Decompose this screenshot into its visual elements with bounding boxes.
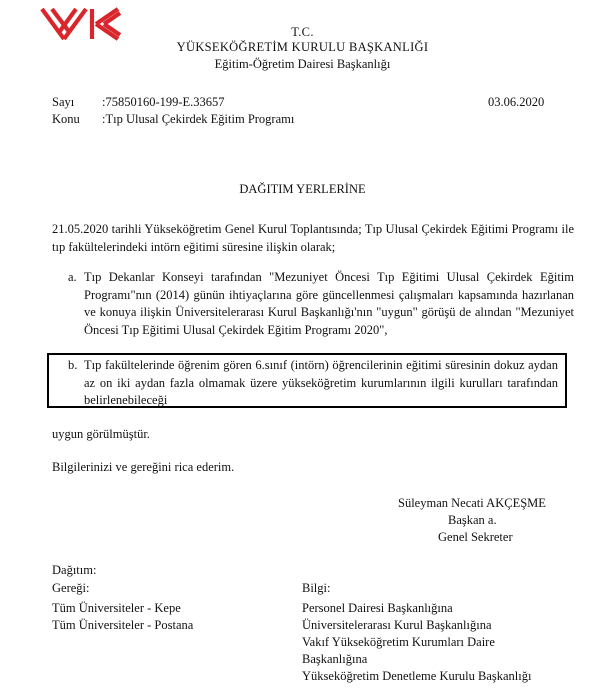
header-department: Eğitim-Öğretim Dairesi Başkanlığı: [214, 57, 391, 71]
document-date: 03.06.2020: [488, 95, 545, 109]
bilgi-item: Başkanlığına: [302, 652, 368, 666]
sayi-label: Sayı: [52, 95, 75, 109]
bilgi-item: Personel Dairesi Başkanlığına: [302, 601, 453, 615]
bilgi-item: Yükseköğretim Denetleme Kurulu Başkanlığı: [302, 669, 532, 683]
item-a-letter: a.: [68, 270, 77, 284]
signatory-title-2: Genel Sekreter: [438, 530, 513, 544]
closing-sentence: Bilgilerinizi ve gereğini rica ederim.: [52, 460, 235, 474]
signatory-name: Süleyman Necati AKÇEŞME: [398, 496, 546, 510]
bilgi-item: Vakıf Yükseköğretim Kurumları Daire: [302, 635, 495, 649]
item-b-letter: b.: [68, 358, 78, 372]
item-a-text: Tıp Dekanlar Konseyi tarafından "Mezuniyet Öncesi Tıp Eğitimi Ulusal Çekirdek Eğitim Programı"nın (2014) günün ihtiyaçlarına göre güncellenmesi çalışmaları kapsamında hazırlanan ve konuya ilişkin Üniversitelerarası Kurul Başkanlığı'nın "uygun" görüşü de alından "Mezuniyet Öncesi Tıp Eğitimi Ulusal Çekirdek Eğitim Programı 2020",: [84, 270, 574, 337]
conclusion: uygun görülmüştür.: [52, 427, 150, 441]
distribution-label: Dağıtım:: [52, 563, 97, 577]
signatory-title-1: Başkan a.: [448, 513, 497, 527]
gerek-item: Tüm Üniversiteler - Kepe: [52, 601, 181, 615]
item-b-text: Tıp fakültelerinde öğrenim gören 6.sınıf (intörn) öğrencilerinin eğitimi süresinin dokuz aydan az on iki aydan fazla olmamak üzere yükseköğretim kurumlarının ilgili kurulları tarafından belirlenebileceği: [84, 358, 558, 407]
konu-value: :Tıp Ulusal Çekirdek Eğitim Programı: [102, 112, 295, 126]
konu-label: Konu: [52, 112, 80, 126]
bilgi-item: Üniversitelerarası Kurul Başkanlığına: [302, 618, 492, 632]
addressee: DAĞITIM YERLERİNE: [239, 182, 366, 196]
sayi-value: :75850160-199-E.33657: [102, 95, 225, 109]
header-tc: T.C.: [291, 25, 314, 39]
intro-paragraph: 21.05.2020 tarihli Yükseköğretim Genel Kurul Toplantısında; Tıp Ulusal Çekirdek Eğitimi Programı ile tıp fakültelerindeki intörn eğitimi süresine ilişkin olarak;: [52, 222, 574, 254]
header-institution: YÜKSEKÖĞRETİM KURULU BAŞKANLIĞI: [176, 40, 429, 54]
gerek-label: Gereği:: [52, 581, 90, 595]
gerek-item: Tüm Üniversiteler - Postana: [52, 618, 194, 632]
bilgi-label: Bilgi:: [302, 581, 331, 595]
